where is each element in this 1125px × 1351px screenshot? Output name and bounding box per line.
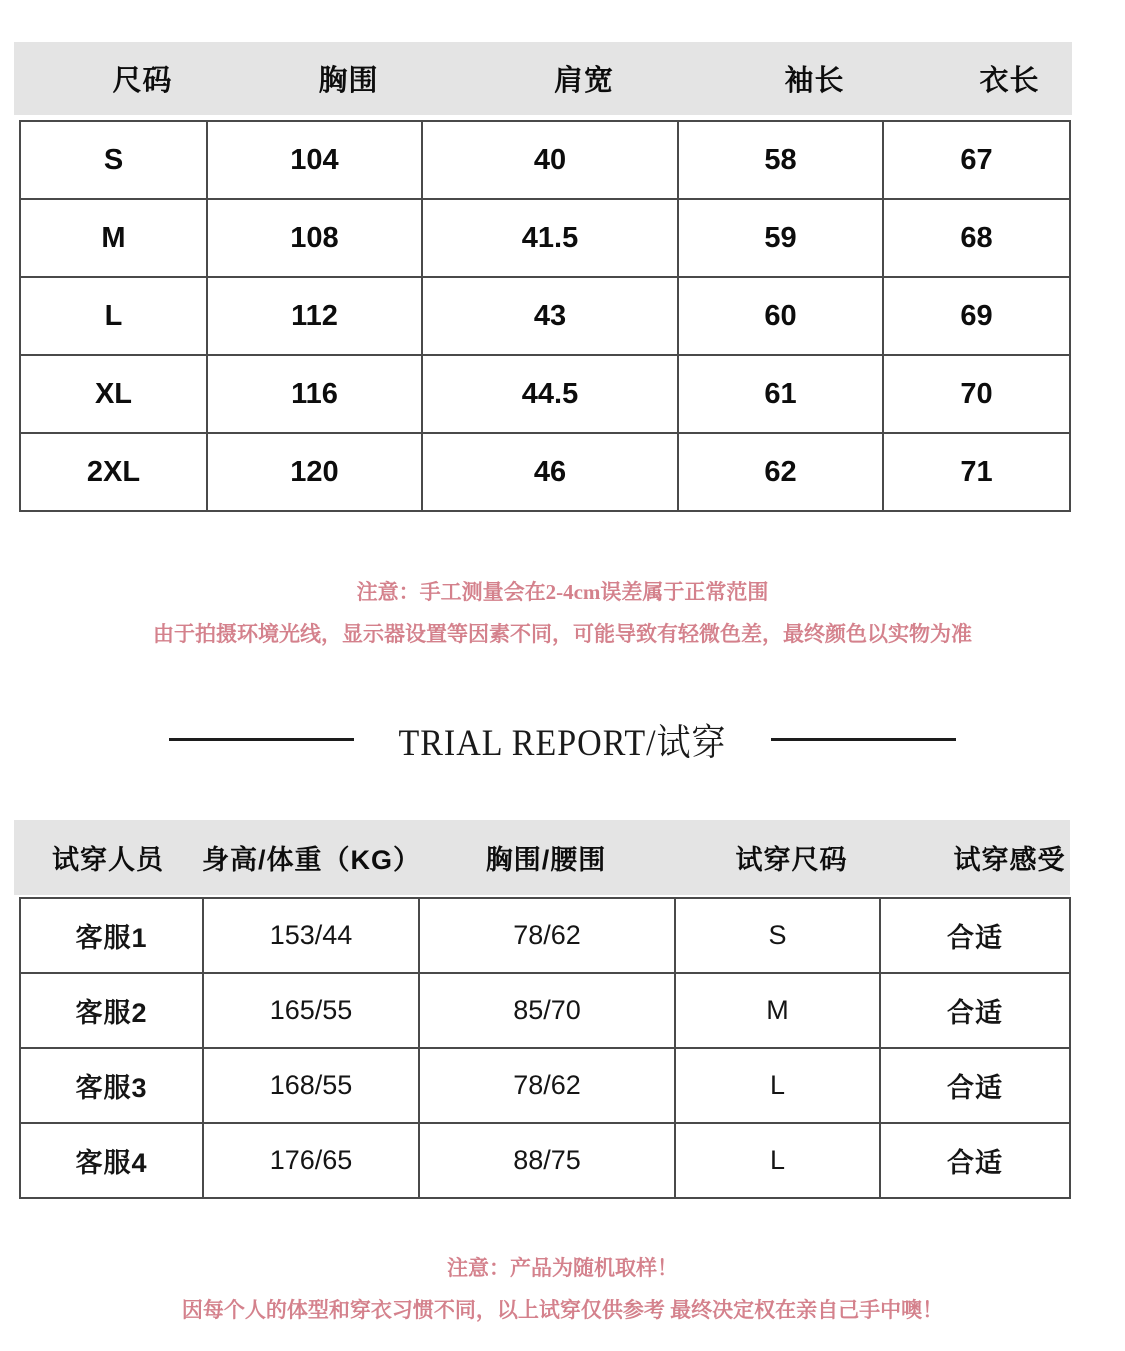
size-cell: 46	[422, 433, 678, 511]
size-header-length: 衣长	[979, 65, 1040, 97]
size-cell: 120	[207, 433, 422, 511]
size-cell: S	[20, 121, 207, 199]
trial-cell: 客服4	[20, 1123, 203, 1198]
size-cell: 69	[883, 277, 1070, 355]
trial-note-line2: 因每个人的体型和穿衣习惯不同，以上试穿仅供参考 最终决定权在亲自己手中噢！	[181, 1298, 944, 1322]
size-header-sleeve: 袖长	[784, 65, 845, 97]
trial-cell: 176/65	[203, 1123, 419, 1198]
trial-report-title: TRIAL REPORT/试穿	[398, 723, 727, 764]
size-note	[0, 571, 1125, 655]
trial-cell: 客服2	[20, 973, 203, 1048]
trial-header-person: 试穿人员	[52, 845, 164, 875]
trial-header-feeling: 试穿感受	[953, 845, 1066, 875]
trial-report-heading	[0, 716, 1125, 762]
trial-cell: S	[675, 898, 880, 973]
trial-cell: 合适	[880, 973, 1070, 1048]
size-cell: 108	[207, 199, 422, 277]
size-table-header-bar	[14, 42, 1072, 115]
size-cell: L	[20, 277, 207, 355]
size-table-row	[20, 433, 1070, 511]
size-cell: XL	[20, 355, 207, 433]
trial-cell: 165/55	[203, 973, 419, 1048]
trial-note	[0, 1247, 1125, 1331]
size-cell: M	[20, 199, 207, 277]
size-cell: 70	[883, 355, 1070, 433]
trial-cell: 88/75	[419, 1123, 675, 1198]
size-table-row	[20, 121, 1070, 199]
size-cell: 59	[678, 199, 883, 277]
trial-cell: 合适	[880, 1048, 1070, 1123]
size-cell: 58	[678, 121, 883, 199]
size-cell: 71	[883, 433, 1070, 511]
size-table-row	[20, 277, 1070, 355]
size-table-row	[20, 199, 1070, 277]
size-cell: 116	[207, 355, 422, 433]
size-cell: 67	[883, 121, 1070, 199]
trial-cell: 客服3	[20, 1048, 203, 1123]
trial-cell: 153/44	[203, 898, 419, 973]
trial-header-chest: 胸围/腰围	[485, 845, 607, 875]
trial-table-row	[20, 1048, 1070, 1123]
trial-cell: M	[675, 973, 880, 1048]
trial-cell: 168/55	[203, 1048, 419, 1123]
trial-cell: 85/70	[419, 973, 675, 1048]
trial-table-header-bar	[14, 820, 1070, 895]
heading-divider-left	[169, 738, 354, 741]
trial-cell: 合适	[880, 898, 1070, 973]
size-cell: 104	[207, 121, 422, 199]
size-note-line1: 注意：手工测量会在2-4cm误差属于正常范围	[356, 580, 769, 604]
size-header-shoulder: 肩宽	[553, 65, 614, 97]
size-cell: 60	[678, 277, 883, 355]
size-cell: 68	[883, 199, 1070, 277]
size-cell: 62	[678, 433, 883, 511]
trial-table-row	[20, 1123, 1070, 1198]
size-cell: 41.5	[422, 199, 678, 277]
trial-table-row	[20, 973, 1070, 1048]
size-table-row	[20, 355, 1070, 433]
trial-table-row	[20, 898, 1070, 973]
heading-divider-right	[771, 738, 956, 741]
size-note-line2: 由于拍摄环境光线，显示器设置等因素不同，可能导致有轻微色差，最终颜色以实物为准	[153, 622, 972, 646]
trial-cell: L	[675, 1123, 880, 1198]
size-cell: 112	[207, 277, 422, 355]
trial-note-line1: 注意：产品为随机取样！	[447, 1256, 678, 1280]
size-cell: 43	[422, 277, 678, 355]
trial-header-size: 试穿尺码	[735, 845, 848, 875]
trial-header-height: 身高/体重（KG）	[202, 845, 422, 875]
size-cell: 44.5	[422, 355, 678, 433]
trial-cell: 78/62	[419, 898, 675, 973]
size-header-chest: 胸围	[318, 65, 379, 97]
size-header-size: 尺码	[112, 65, 173, 97]
trial-cell: 合适	[880, 1123, 1070, 1198]
trial-table	[19, 897, 1071, 1199]
size-table	[19, 120, 1071, 512]
trial-cell: 78/62	[419, 1048, 675, 1123]
trial-cell: 客服1	[20, 898, 203, 973]
size-cell: 2XL	[20, 433, 207, 511]
trial-cell: L	[675, 1048, 880, 1123]
size-cell: 40	[422, 121, 678, 199]
size-cell: 61	[678, 355, 883, 433]
